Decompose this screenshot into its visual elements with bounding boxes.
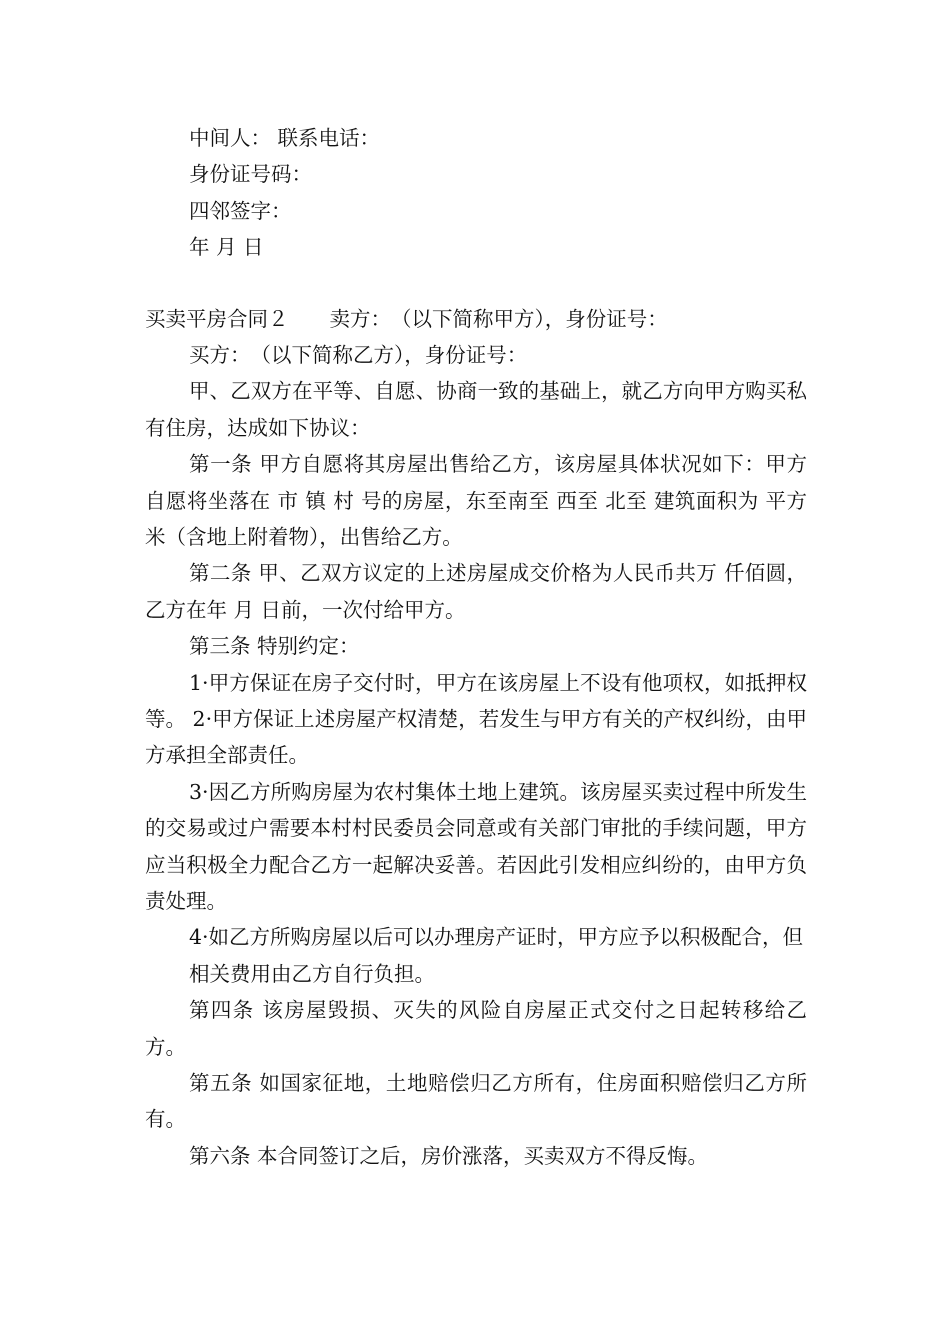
paragraph-text: 第五条 如国家征地，土地赔偿归乙方所有，住房面积赔偿归乙方所有。 [145, 1071, 807, 1132]
document-body [145, 120, 807, 1174]
paragraph [145, 373, 807, 446]
paragraph-text: 1·甲方保证在房子交付时，甲方在该房屋上不设有他项权，如抵押权等。 2·甲方保证上述房屋产权清楚，若发生与甲方有关的产权纠纷，由甲方承担全部责任。 [145, 670, 807, 768]
paragraph-text: 第四条 该房屋毁损、灭失的风险自房屋正式交付之日起转移给乙方。 [145, 998, 807, 1059]
article-4 [145, 992, 807, 1065]
paragraph-text: 4·如乙方所购房屋以后可以办理房产证时，甲方应予以积极配合，但 [189, 925, 804, 950]
clause-1-2 [145, 665, 807, 774]
article-3 [145, 628, 807, 664]
article-6 [145, 1138, 807, 1174]
clause-3 [145, 774, 807, 920]
paragraph-text: 第三条 特别约定： [189, 634, 360, 659]
paragraph-text: 甲、乙双方在平等、自愿、协商一致的基础上，就乙方向甲方购买私有住房，达成如下协议： [145, 379, 807, 440]
paragraph-text: 第一条 甲方自愿将其房屋出售给乙方，该房屋具体状况如下：甲方自愿将坐落在 市 镇 村 号的房屋，东至南至 西至 北至 建筑面积为 平方米（含地上附着物），出售给乙方。 [145, 452, 807, 549]
paragraph-text: 相关费用由乙方自行负担。 [189, 961, 435, 986]
contract-heading: 买卖平房合同２ 卖方： （以下简称甲方），身份证号： [145, 306, 668, 331]
id-number-line: 身份证号码： [189, 162, 312, 187]
article-5 [145, 1065, 807, 1138]
paragraph-text: 第二条 甲、乙双方议定的上述房屋成交价格为人民币共万 仟佰圆，乙方在年 月 日前，一次付给甲方。 [145, 561, 807, 622]
paragraph-text: 3·因乙方所购房屋为农村集体土地上建筑。该房屋买卖过程中所发生的交易或过户需要本村村民委员会同意或有关部门审批的手续问题，甲方应当积极全力配合乙方一起解决妥善。若因此引发相应纠纷的，由甲方负责处理。 [145, 779, 807, 914]
buyer-line: 买方： （以下简称乙方），身份证号： [189, 342, 528, 367]
article-1 [145, 446, 807, 555]
article-2 [145, 555, 807, 628]
clause-4 [145, 919, 807, 955]
date-line: 年 月 日 [189, 235, 264, 260]
intermediary-line: 中间人： 联系电话： [189, 126, 381, 150]
clause-4-continued [145, 956, 807, 992]
paragraph-text: 第六条 本合同签订之后，房价涨落，买卖双方不得反悔。 [189, 1143, 709, 1168]
neighbors-signature-line: 四邻签字： [189, 198, 292, 223]
section-gap [145, 266, 807, 301]
